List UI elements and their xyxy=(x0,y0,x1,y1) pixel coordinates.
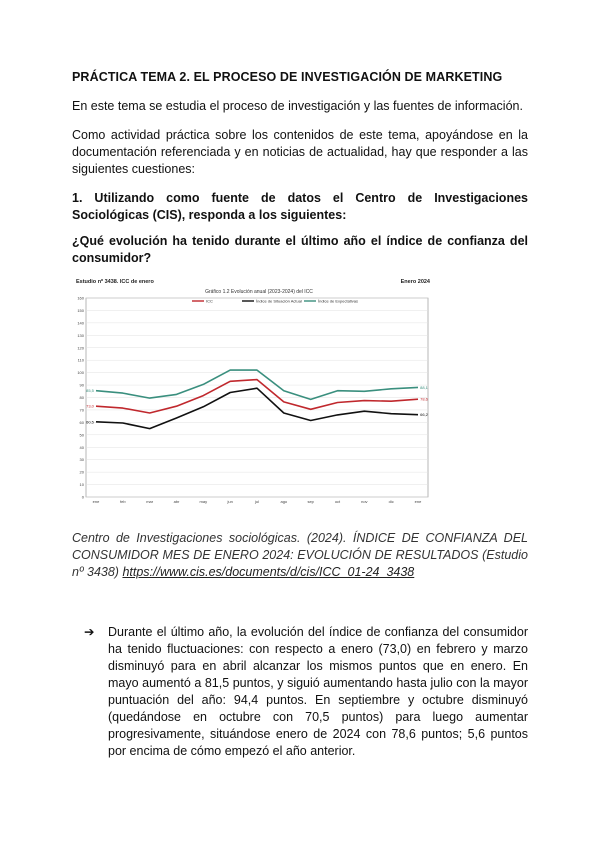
chart-title: Gráfico 1.2 Evolución anual (2023-2024) del ICC xyxy=(205,289,313,295)
x-tick-label: jun xyxy=(227,499,233,504)
x-tick-label: ene xyxy=(92,499,100,504)
end-value-label: 88,1 xyxy=(420,384,428,390)
chart-header-right: Enero 2024 xyxy=(400,279,430,285)
x-tick-label: feb xyxy=(120,499,126,504)
y-tick-label: 150 xyxy=(77,307,84,313)
x-tick-label: dic xyxy=(388,499,394,504)
y-tick-label: 10 xyxy=(79,482,84,488)
icc-line-chart xyxy=(72,273,434,511)
page-title: PRÁCTICA TEMA 2. EL PROCESO DE INVESTIGACIÓN DE MARKETING xyxy=(72,70,503,84)
y-tick-label: 110 xyxy=(77,357,84,363)
y-tick-label: 50 xyxy=(79,432,84,438)
caption-text: Centro de Investigaciones sociológicas. (2024). ÍNDICE DE CONFIANZA DEL CONSUMIDOR MES DE ENERO 2024: EVOLUCIÓN DE RESULTADOS (Estudio nº 3438) xyxy=(72,531,528,579)
caption-link[interactable]: https://www.cis.es/documents/d/cis/ICC_01-24_3438 xyxy=(122,565,415,579)
y-tick-label: 30 xyxy=(79,457,84,463)
y-tick-label: 120 xyxy=(77,345,84,351)
x-tick-label: nov xyxy=(361,499,368,504)
y-tick-label: 40 xyxy=(79,444,84,450)
intro-paragraph: En este tema se estudia el proceso de investigación y las fuentes de información. xyxy=(72,99,523,113)
arrow-bullet-icon: ➔ xyxy=(84,625,95,639)
x-tick-label: mar xyxy=(146,499,154,504)
answer-bullet xyxy=(84,624,528,760)
legend-label: Índice de Situación Actual xyxy=(256,298,302,304)
answer-text: Durante el último año, la evolución del índice de confianza del consumidor ha tenido fluctuaciones: con respecto a enero (73,0) en febrero y marzo disminuyó para en abril alcanzar los mismos puntos que en enero. En mayo aumentó a 81,5 puntos, y siguió aumentando hasta julio con la mayor puntuación del año: 94,4 puntos. En septiembre y octubre disminuyó (quedándose en octubre con 70,5 puntos) para luego aumentar progresivamente, situándose enero de 2024 con 78,6 puntos; 5,6 puntos por encima de cómo empezó el año anterior. xyxy=(108,625,528,758)
start-value-label: 60,5 xyxy=(86,419,94,425)
x-tick-label: ene xyxy=(414,499,422,504)
start-value-label: 73,0 xyxy=(86,403,94,409)
y-tick-label: 80 xyxy=(79,395,84,400)
question-1-heading: 1. Utilizando como fuente de datos el Centro de Investigaciones Sociológicas (CIS), responda a los siguientes: xyxy=(72,191,528,222)
x-tick-label: sep xyxy=(307,499,314,504)
figure-caption xyxy=(72,530,528,581)
y-tick-label: 90 xyxy=(79,382,84,388)
end-value-label: 66,2 xyxy=(420,412,428,418)
x-tick-label: may xyxy=(199,499,208,504)
x-tick-label: jul xyxy=(254,499,260,504)
start-value-label: 85,5 xyxy=(86,388,94,394)
x-axis-ticks xyxy=(93,499,422,504)
y-tick-label: 70 xyxy=(79,407,84,413)
y-axis-ticks xyxy=(77,296,84,500)
x-tick-label: ago xyxy=(280,499,288,504)
y-tick-label: 60 xyxy=(79,419,84,425)
legend-label: Índice de Expectativas xyxy=(318,298,359,304)
end-value-label: 78,6 xyxy=(420,396,428,402)
chart-header-left: Estudio nº 3438. ICC de enero xyxy=(76,279,154,285)
y-tick-label: 160 xyxy=(77,295,84,301)
y-tick-label: 130 xyxy=(77,332,84,338)
activity-paragraph: Como actividad práctica sobre los contenidos de este tema, apoyándose en la documentación referenciada y en noticias de actualidad, hay que responder a las siguientes cuestiones: xyxy=(72,128,528,176)
x-tick-label: oct xyxy=(334,499,341,504)
y-tick-label: 100 xyxy=(77,370,84,376)
legend-label: ICC xyxy=(206,298,213,304)
question-1a: ¿Qué evolución ha tenido durante el último año el índice de confianza del consumidor? xyxy=(72,234,528,265)
y-tick-label: 20 xyxy=(79,469,84,475)
chart-figure xyxy=(72,273,434,511)
x-tick-label: abr xyxy=(173,499,180,504)
y-tick-label: 140 xyxy=(77,320,84,326)
y-tick-label: 0 xyxy=(81,494,84,500)
